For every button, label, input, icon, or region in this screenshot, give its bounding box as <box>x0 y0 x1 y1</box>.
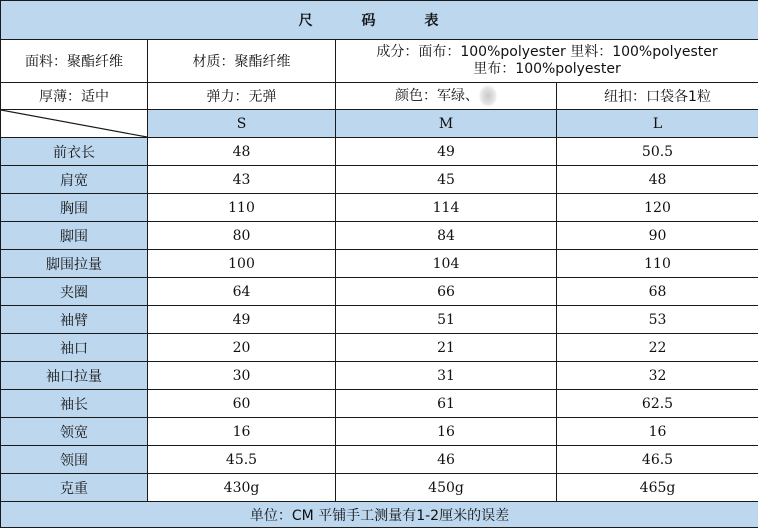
table-row <box>1 166 758 194</box>
measurement-cell: 32 <box>557 362 758 390</box>
measurement-cell: 16 <box>336 418 557 446</box>
buttons-info: 纽扣：口袋各1粒 <box>557 83 758 110</box>
diagonal-header-cell <box>1 110 148 138</box>
measurement-cell: 48 <box>557 166 758 194</box>
measurement-cell: 62.5 <box>557 390 758 418</box>
row-label: 克重 <box>1 474 148 502</box>
measurement-cell: 64 <box>148 278 336 306</box>
color-info <box>336 83 557 110</box>
material-info: 材质：聚酯纤维 <box>148 40 336 83</box>
composition-info <box>336 40 758 83</box>
measurement-cell: 30 <box>148 362 336 390</box>
row-label: 胸围 <box>1 194 148 222</box>
table-row <box>1 138 758 166</box>
row-label: 脚围拉量 <box>1 250 148 278</box>
size-header-m: M <box>336 110 557 138</box>
table-row <box>1 362 758 390</box>
page-title: 尺 码 表 <box>1 1 758 40</box>
measurement-cell: 465g <box>557 474 758 502</box>
measurement-cell: 120 <box>557 194 758 222</box>
table-row <box>1 250 758 278</box>
table-row <box>1 390 758 418</box>
thickness-info: 厚薄：适中 <box>1 83 148 110</box>
measurement-cell: 22 <box>557 334 758 362</box>
table-row <box>1 222 758 250</box>
composition-line-2: 里布：100%polyester <box>473 61 621 77</box>
measurement-cell: 80 <box>148 222 336 250</box>
fabric-info: 面料：聚酯纤维 <box>1 40 148 83</box>
measurement-cell: 45 <box>336 166 557 194</box>
color-info-text: 颜色：军绿、 <box>395 88 479 104</box>
row-label: 袖口拉量 <box>1 362 148 390</box>
diagonal-line <box>1 110 147 137</box>
row-label: 领宽 <box>1 418 148 446</box>
composition-line-1: 成分：面布：100%polyester 里料：100%polyester <box>376 44 718 60</box>
measurement-cell: 66 <box>336 278 557 306</box>
measurement-cell: 90 <box>557 222 758 250</box>
row-label: 肩宽 <box>1 166 148 194</box>
measurement-cell: 46.5 <box>557 446 758 474</box>
size-header-l: L <box>557 110 758 138</box>
measurement-cell: 49 <box>148 306 336 334</box>
measurement-cell: 104 <box>336 250 557 278</box>
row-label: 袖臂 <box>1 306 148 334</box>
measurement-cell: 68 <box>557 278 758 306</box>
measurement-cell: 51 <box>336 306 557 334</box>
measurement-cell: 53 <box>557 306 758 334</box>
measurement-cell: 16 <box>148 418 336 446</box>
measurement-cell: 114 <box>336 194 557 222</box>
row-label: 领围 <box>1 446 148 474</box>
size-header-s: S <box>148 110 336 138</box>
measurement-cell: 84 <box>336 222 557 250</box>
table-row <box>1 278 758 306</box>
measurement-cell: 50.5 <box>557 138 758 166</box>
row-label: 夹圈 <box>1 278 148 306</box>
measurement-cell: 60 <box>148 390 336 418</box>
measurement-cell: 43 <box>148 166 336 194</box>
table-row <box>1 194 758 222</box>
row-label: 前衣长 <box>1 138 148 166</box>
unit-note: 单位：CM 平铺手工测量有1-2厘米的误差 <box>1 502 758 528</box>
measurement-cell: 100 <box>148 250 336 278</box>
measurement-cell: 46 <box>336 446 557 474</box>
table-row <box>1 418 758 446</box>
smudge-mark <box>479 85 497 107</box>
table-row <box>1 306 758 334</box>
measurement-cell: 31 <box>336 362 557 390</box>
measurement-cell: 21 <box>336 334 557 362</box>
elasticity-info: 弹力：无弹 <box>148 83 336 110</box>
row-label: 袖长 <box>1 390 148 418</box>
measurement-cell: 61 <box>336 390 557 418</box>
measurement-cell: 49 <box>336 138 557 166</box>
table-row <box>1 446 758 474</box>
measurement-cell: 16 <box>557 418 758 446</box>
measurement-cell: 45.5 <box>148 446 336 474</box>
measurement-cell: 110 <box>148 194 336 222</box>
measurement-cell: 48 <box>148 138 336 166</box>
table-row <box>1 474 758 502</box>
row-label: 袖口 <box>1 334 148 362</box>
measurement-cell: 20 <box>148 334 336 362</box>
measurement-cell: 450g <box>336 474 557 502</box>
measurement-cell: 110 <box>557 250 758 278</box>
table-row <box>1 334 758 362</box>
measurement-cell: 430g <box>148 474 336 502</box>
row-label: 脚围 <box>1 222 148 250</box>
